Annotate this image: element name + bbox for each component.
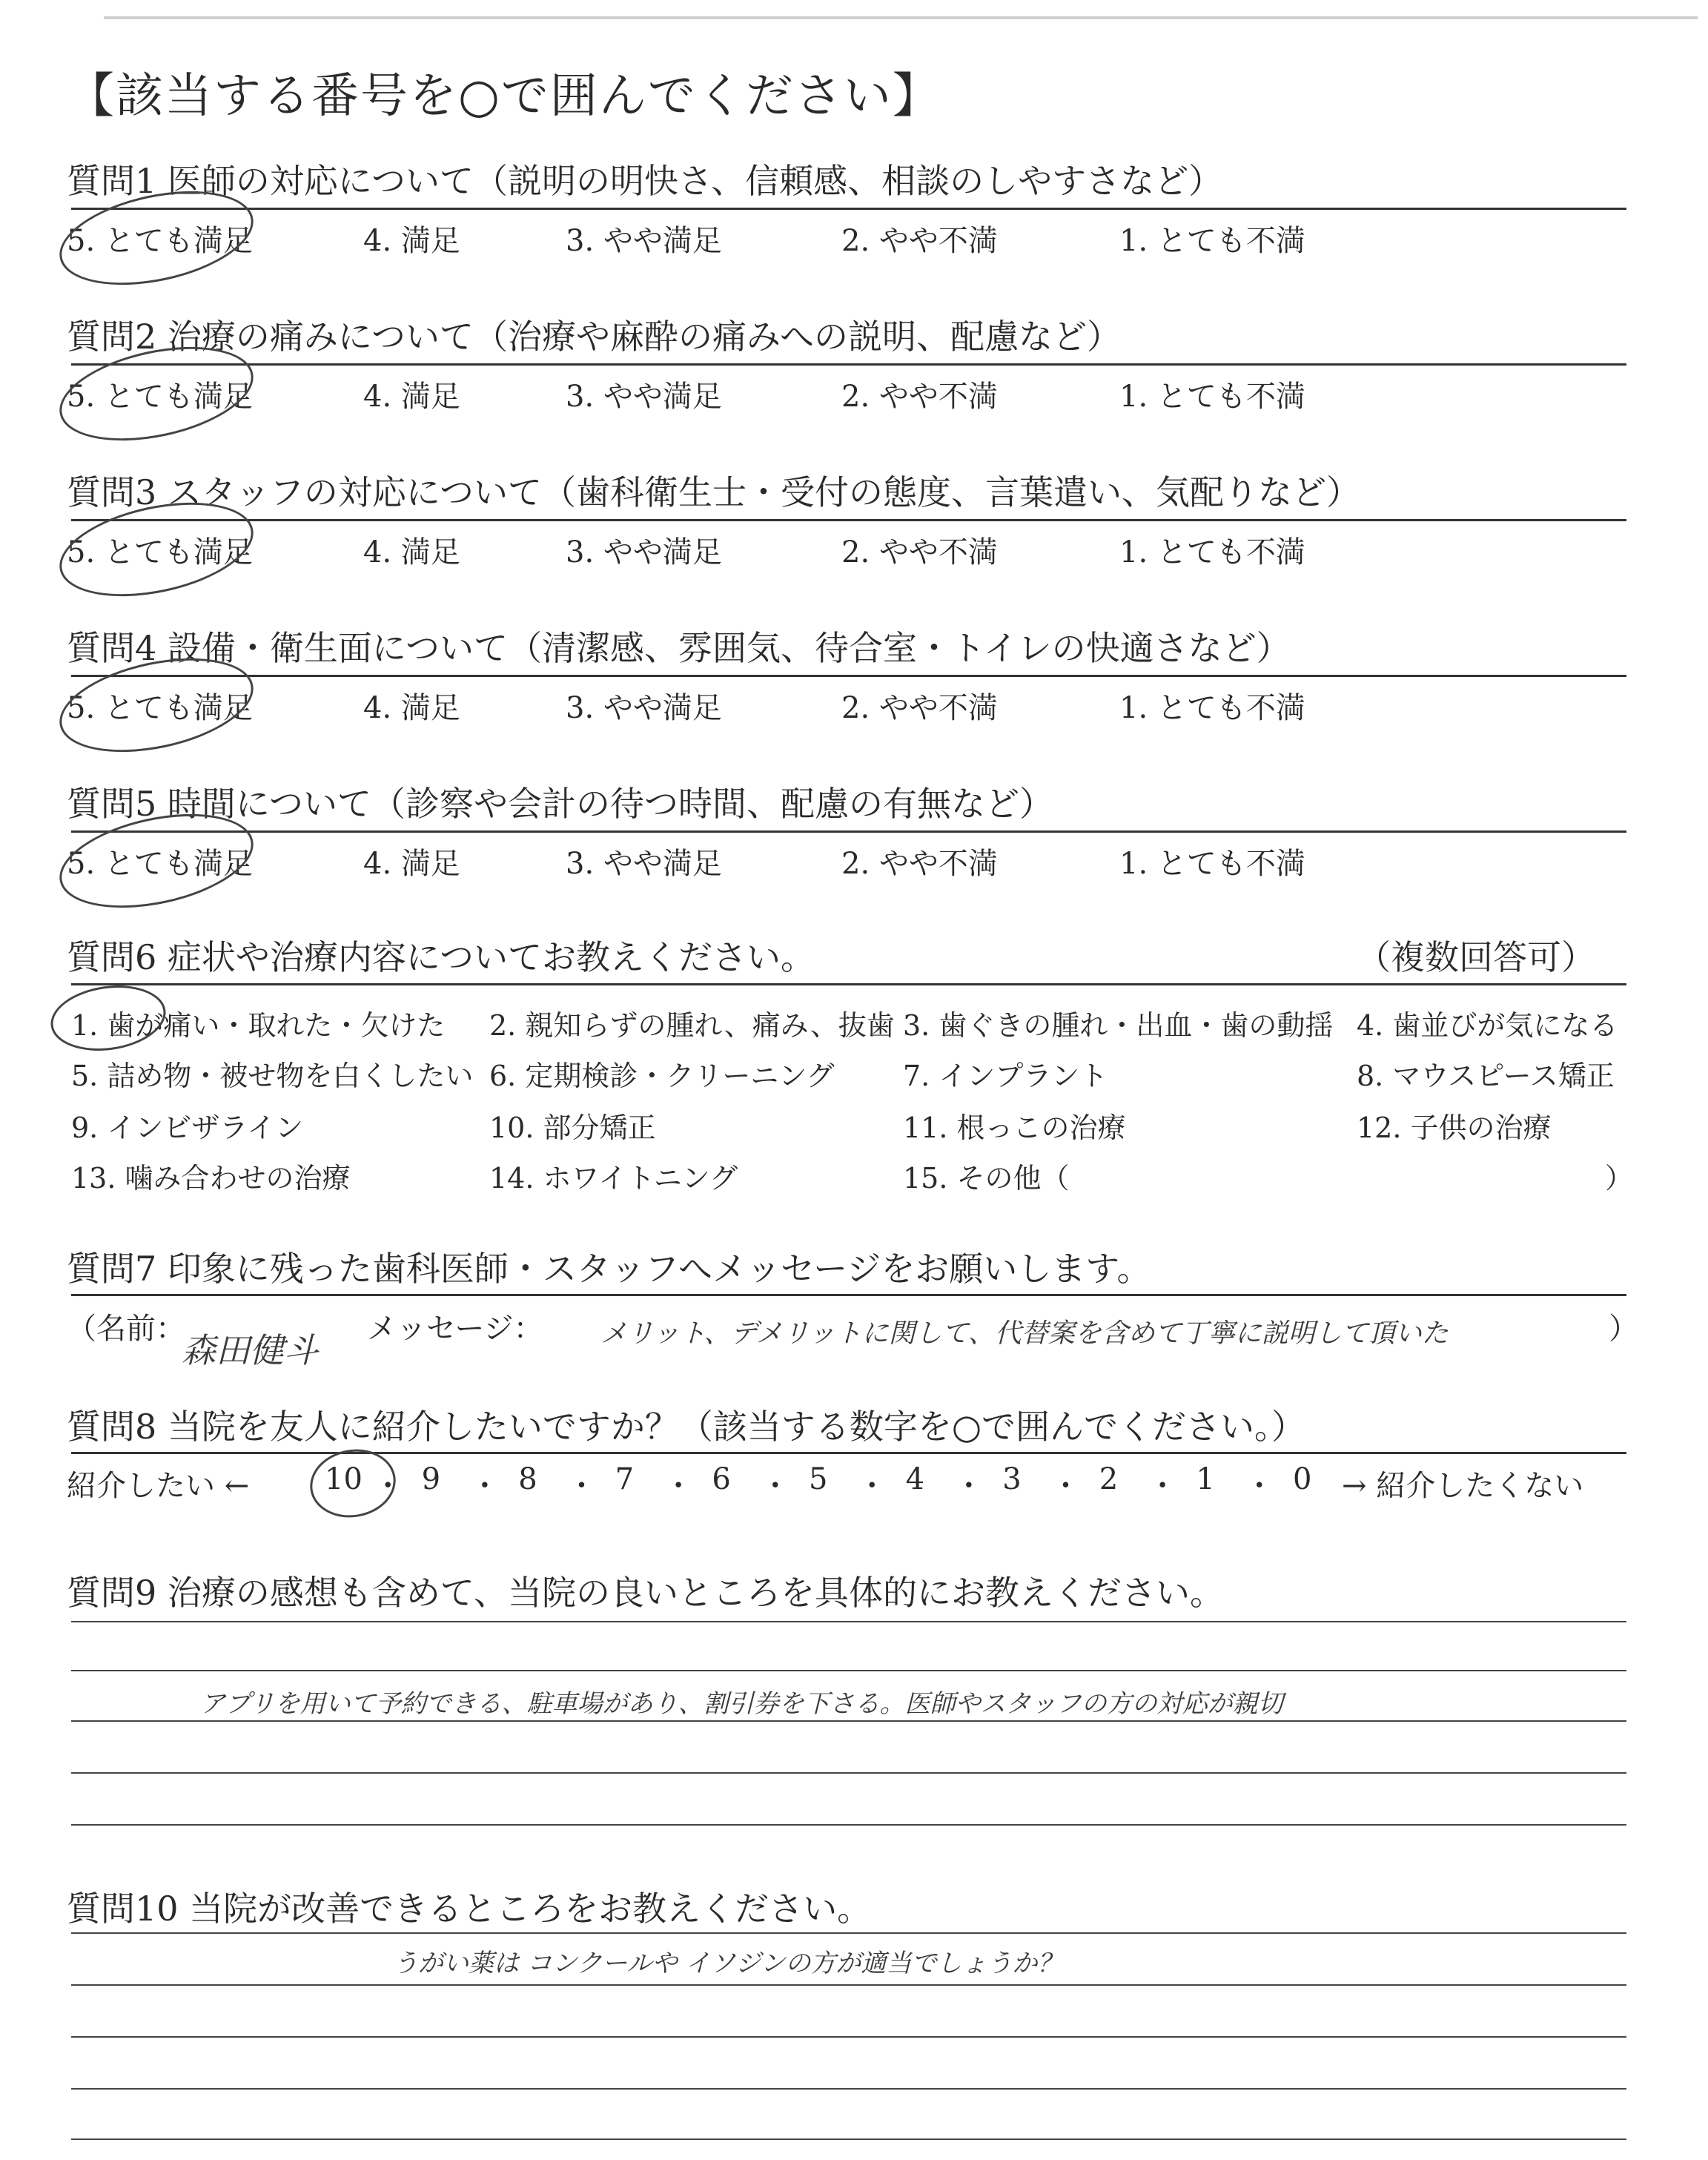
q6-option-13: 13. 噛み合わせの治療 xyxy=(71,1162,351,1195)
q3-title: 質問3 スタッフの対応について（歯科衛生士・受付の態度、言葉遣い、気配りなど） xyxy=(67,472,1360,512)
q8-scale-value: 7 xyxy=(615,1462,635,1496)
q8-scale-value: 2 xyxy=(1099,1462,1119,1496)
q8-scale-separator: ・ xyxy=(1148,1469,1178,1503)
q8-scale-separator: ・ xyxy=(663,1469,694,1503)
q7-name-value: 森田健斗 xyxy=(182,1330,318,1370)
q7-rule xyxy=(71,1294,1626,1296)
q8-scale-value: 9 xyxy=(421,1462,441,1496)
q6-option-6: 6. 定期検診・クリーニング xyxy=(489,1060,835,1092)
q6-rule xyxy=(71,983,1626,985)
q2-option-0: 5. とても満足 xyxy=(67,380,253,414)
q8-scale-separator: ・ xyxy=(566,1469,597,1503)
q3-option-4: 1. とても不満 xyxy=(1119,535,1305,569)
q6-option-3: 3. 歯ぐきの腫れ・出血・歯の動揺 xyxy=(903,1009,1334,1042)
q7-name-label: （名前： xyxy=(67,1312,185,1346)
q5-option-1: 4. 満足 xyxy=(363,847,460,881)
q10-title: 質問10 当院が改善できるところをお教えください。 xyxy=(67,1889,872,1929)
q6-option-1: 1. 歯が痛い・取れた・欠けた xyxy=(71,1009,446,1042)
q4-option-4: 1. とても不満 xyxy=(1119,691,1305,725)
q8-scale-value: 1 xyxy=(1196,1462,1215,1496)
q1-option-1: 4. 満足 xyxy=(363,224,460,258)
q8-scale-value: 10 xyxy=(325,1462,363,1496)
q5-option-3: 2. やや不満 xyxy=(841,847,998,881)
q10-answer: うがい薬は コンクールや イソジンの方が適当でしょうか？ xyxy=(393,1949,1063,1978)
q9-line xyxy=(71,1720,1626,1722)
q8-scale-value: 6 xyxy=(712,1462,731,1496)
q4-option-3: 2. やや不満 xyxy=(841,691,998,725)
q2-option-1: 4. 満足 xyxy=(363,380,460,414)
q9-line xyxy=(71,1670,1626,1671)
q3-rule xyxy=(71,519,1626,521)
q1-option-4: 1. とても不満 xyxy=(1119,224,1305,258)
q8-scale-value: 3 xyxy=(1002,1462,1022,1496)
q6-option-10: 10. 部分矯正 xyxy=(489,1112,656,1144)
q10-line xyxy=(71,2138,1626,2140)
q2-rule xyxy=(71,363,1626,366)
q8-scale-separator: ・ xyxy=(373,1469,403,1503)
q2-option-4: 1. とても不満 xyxy=(1119,380,1305,414)
q8-rule xyxy=(71,1452,1626,1454)
q6-option-15: 15. その他（ xyxy=(903,1162,1070,1195)
q1-title: 質問1 医師の対応について（説明の明快さ、信頼感、相談のしやすさなど） xyxy=(67,161,1223,201)
q8-scale-separator: ・ xyxy=(953,1469,984,1503)
q7-message-label: メッセージ： xyxy=(367,1312,543,1346)
q3-option-0: 5. とても満足 xyxy=(67,535,253,569)
q7-title: 質問7 印象に残った歯科医師・スタッフへメッセージをお願いします。 xyxy=(67,1249,1151,1289)
q3-option-3: 2. やや不満 xyxy=(841,535,998,569)
q3-option-1: 4. 満足 xyxy=(363,535,460,569)
q8-scale-separator: ・ xyxy=(760,1469,790,1503)
q4-rule xyxy=(71,675,1626,677)
q8-scale-value: 4 xyxy=(905,1462,925,1496)
q8-title: 質問8 当院を友人に紹介したいですか？（該当する数字を○で囲んでください。） xyxy=(67,1407,1306,1447)
q3-option-2: 3. やや満足 xyxy=(566,535,722,569)
q10-line xyxy=(71,1984,1626,1986)
q5-title: 質問5 時間について（診察や会計の待つ時間、配慮の有無など） xyxy=(67,784,1053,824)
q8-left-label: 紹介したい ← xyxy=(67,1469,250,1503)
q8-scale-value: 5 xyxy=(809,1462,828,1496)
q5-option-2: 3. やや満足 xyxy=(566,847,722,881)
q8-scale-separator: ・ xyxy=(1244,1469,1274,1503)
q10-line xyxy=(71,2036,1626,2038)
q6-option-2: 2. 親知らずの腫れ、痛み、抜歯 xyxy=(489,1009,895,1042)
q6-note: （複数回答可） xyxy=(1357,937,1595,977)
q4-option-0: 5. とても満足 xyxy=(67,691,253,725)
q4-option-1: 4. 満足 xyxy=(363,691,460,725)
q9-line xyxy=(71,1772,1626,1774)
q5-option-0: 5. とても満足 xyxy=(67,847,253,881)
top-border xyxy=(104,16,1698,19)
q6-option-4: 4. 歯並びが気になる xyxy=(1357,1009,1618,1042)
q8-right-label: → 紹介したくない xyxy=(1342,1469,1584,1503)
q5-rule xyxy=(71,830,1626,833)
q1-option-2: 3. やや満足 xyxy=(566,224,722,258)
q6-selection-circle xyxy=(47,979,170,1058)
q8-scale-value: 0 xyxy=(1293,1462,1312,1496)
q4-title: 質問4 設備・衛生面について（清潔感、雰囲気、待合室・トイレの快適さなど） xyxy=(67,628,1291,668)
q1-option-0: 5. とても満足 xyxy=(67,224,253,258)
q2-title: 質問2 治療の痛みについて（治療や麻酔の痛みへの説明、配慮など） xyxy=(67,317,1122,357)
q8-scale-separator: ・ xyxy=(1050,1469,1081,1503)
q2-option-3: 2. やや不満 xyxy=(841,380,998,414)
q8-selection-circle xyxy=(305,1443,401,1525)
q9-line xyxy=(71,1621,1626,1622)
q7-message-value: メリット、デメリットに関して、代替案を含めて丁寧に説明して頂いた xyxy=(600,1318,1449,1349)
q5-option-4: 1. とても不満 xyxy=(1119,847,1305,881)
q10-line xyxy=(71,1932,1626,1934)
q4-option-2: 3. やや満足 xyxy=(566,691,722,725)
q6-option-16: ） xyxy=(1605,1162,1634,1195)
q8-scale-separator: ・ xyxy=(857,1469,887,1503)
q6-option-8: 8. マウスピース矯正 xyxy=(1357,1060,1615,1092)
q1-rule xyxy=(71,208,1626,210)
q6-option-11: 11. 根っこの治療 xyxy=(903,1112,1126,1144)
q8-scale-separator: ・ xyxy=(469,1469,500,1503)
q10-line xyxy=(71,2088,1626,2090)
q8-scale-value: 8 xyxy=(518,1462,537,1496)
q1-option-3: 2. やや不満 xyxy=(841,224,998,258)
q2-option-2: 3. やや満足 xyxy=(566,380,722,414)
q7-close: ） xyxy=(1609,1312,1638,1346)
q6-option-7: 7. インプラント xyxy=(903,1060,1108,1092)
q6-option-14: 14. ホワイトニング xyxy=(489,1162,738,1195)
q6-title: 質問6 症状や治療内容についてお教えください。 xyxy=(67,937,815,977)
q9-title: 質問9 治療の感想も含めて、当院の良いところを具体的にお教えください。 xyxy=(67,1573,1224,1613)
q6-option-9: 9. インビザライン xyxy=(71,1112,304,1144)
form-header: 【該当する番号を○で囲んでください】 xyxy=(67,69,941,124)
q9-answer: アプリを用いて予約できる、駐車場があり、割引券を下さる。医師やスタッフの方の対応が親切 xyxy=(200,1689,1283,1719)
q9-line xyxy=(71,1824,1626,1826)
q6-option-5: 5. 詰め物・被せ物を白くしたい xyxy=(71,1060,474,1092)
q6-option-12: 12. 子供の治療 xyxy=(1357,1112,1552,1144)
